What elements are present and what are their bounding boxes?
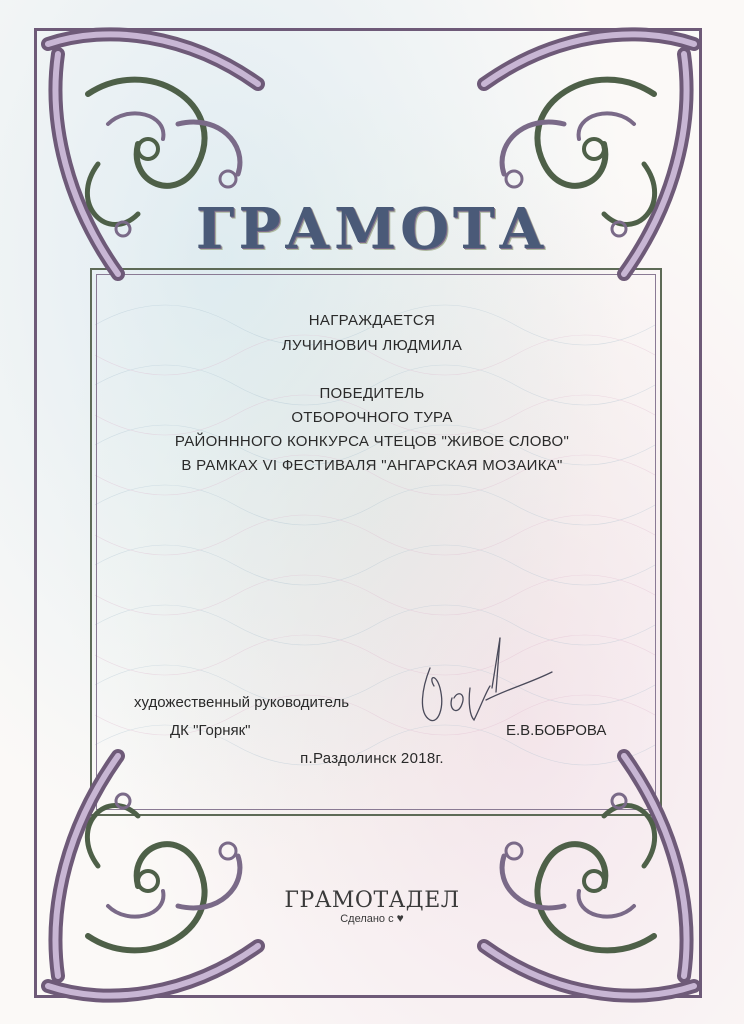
corner-ornament-bottom-left [28,736,288,1016]
achievement-line: ОТБОРОЧНОГО ТУРА [291,409,453,426]
logo-tagline [0,911,744,925]
achievement-line: РАЙОНННОГО КОНКУРСА ЧТЕЦОВ "ЖИВОЕ СЛОВО" [174,433,570,450]
achievement-line: ПОБЕДИТЕЛЬ [319,385,425,402]
signer-name: Е.В.БОБРОВА [506,722,607,739]
signer-role: художественный руководитель [134,694,350,711]
awarded-label: НАГРАЖДАЕТСЯ [308,312,436,329]
achievement-line: В РАМКАХ VI ФЕСТИВАЛЯ "АНГАРСКАЯ МОЗАИКА" [181,457,563,474]
heart-icon: ♥ [396,911,404,925]
corner-ornament-bottom-right [454,736,714,1016]
place-and-date: п.Раздолинск 2018г. [300,750,444,767]
recipient-name: ЛУЧИНОВИЧ ЛЮДМИЛА [281,337,463,354]
handwritten-signature [400,628,560,738]
logo-tagline-text: Сделано с [340,913,394,925]
certificate-title: ГРАМОТА [195,196,549,262]
signer-organization: ДК "Горняк" [170,722,251,739]
logo-name: ГРАМОТАДЕЛ [284,888,460,913]
grammotadel-logo [0,888,744,925]
